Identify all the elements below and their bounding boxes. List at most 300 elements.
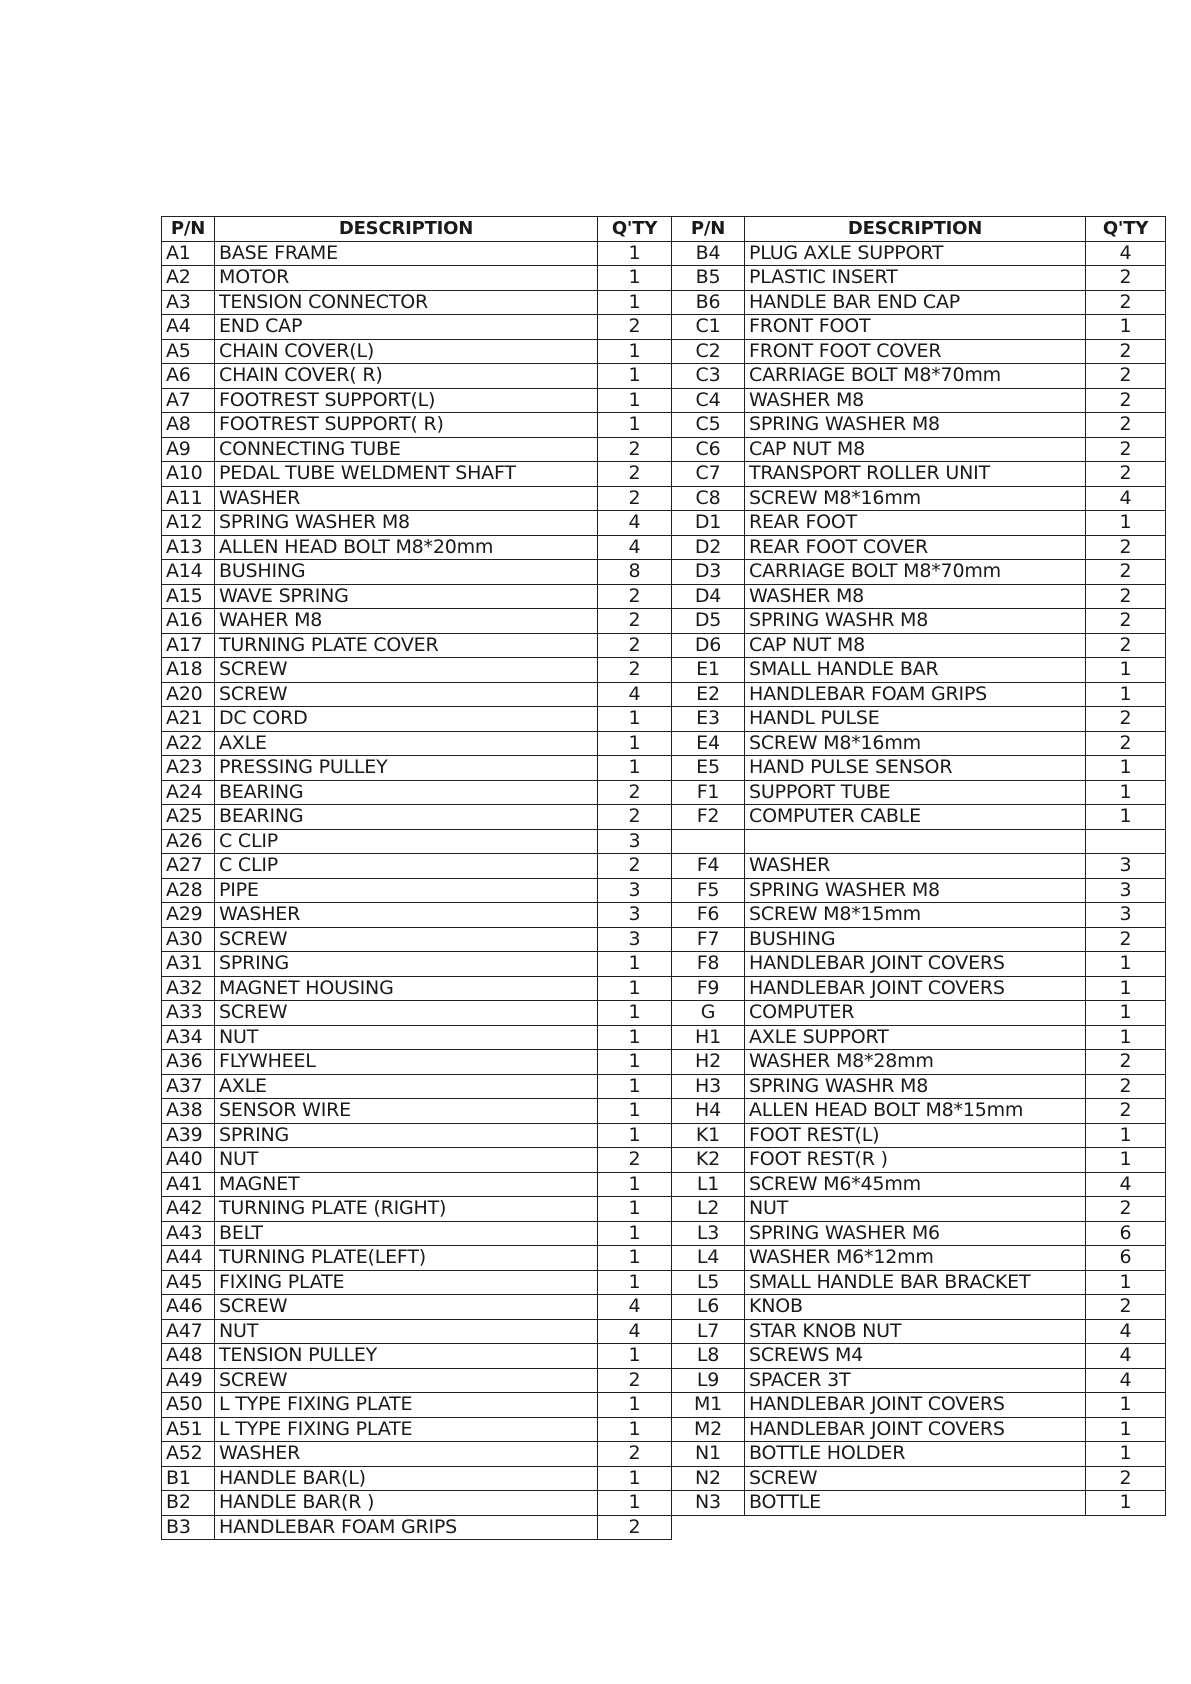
qty-header: Q'TY xyxy=(1086,217,1166,242)
part-number-cell: A43 xyxy=(162,1221,215,1246)
description-cell: SPRING WASHER M6 xyxy=(745,1221,1086,1246)
part-number-cell: C8 xyxy=(672,486,745,511)
table-row xyxy=(162,388,672,413)
quantity-cell: 1 xyxy=(598,952,672,977)
part-number-cell: A4 xyxy=(162,315,215,340)
part-number-cell: L7 xyxy=(672,1319,745,1344)
part-number-cell: A27 xyxy=(162,854,215,879)
table-row xyxy=(672,1442,1166,1467)
description-cell: BEARING xyxy=(215,805,598,830)
quantity-cell: 4 xyxy=(598,1319,672,1344)
quantity-cell: 2 xyxy=(1086,1099,1166,1124)
part-number-cell: B2 xyxy=(162,1491,215,1516)
description-cell: COMPUTER xyxy=(745,1001,1086,1026)
description-cell: PEDAL TUBE WELDMENT SHAFT xyxy=(215,462,598,487)
quantity-cell: 1 xyxy=(1086,1491,1166,1516)
description-cell: SCREW M6*45mm xyxy=(745,1172,1086,1197)
table-row xyxy=(672,511,1166,536)
table-row xyxy=(672,413,1166,438)
part-number-cell: C2 xyxy=(672,339,745,364)
quantity-cell: 1 xyxy=(1086,682,1166,707)
part-number-cell: A5 xyxy=(162,339,215,364)
quantity-cell: 2 xyxy=(1086,290,1166,315)
quantity-cell: 1 xyxy=(598,266,672,291)
table-row xyxy=(672,1295,1166,1320)
description-cell: SCREW xyxy=(745,1466,1086,1491)
quantity-cell: 2 xyxy=(1086,535,1166,560)
table-row xyxy=(672,1319,1166,1344)
part-number-cell: A32 xyxy=(162,976,215,1001)
table-row xyxy=(672,1025,1166,1050)
part-number-cell: A31 xyxy=(162,952,215,977)
table-row xyxy=(162,1393,672,1418)
quantity-cell: 1 xyxy=(598,1197,672,1222)
description-cell: C CLIP xyxy=(215,829,598,854)
part-number-cell: A12 xyxy=(162,511,215,536)
table-row xyxy=(162,1025,672,1050)
table-row xyxy=(162,1295,672,1320)
quantity-cell: 2 xyxy=(1086,266,1166,291)
part-number-cell: K2 xyxy=(672,1148,745,1173)
quantity-cell: 3 xyxy=(598,829,672,854)
part-number-cell: A17 xyxy=(162,633,215,658)
quantity-cell: 4 xyxy=(598,682,672,707)
description-cell: PRESSING PULLEY xyxy=(215,756,598,781)
quantity-cell: 3 xyxy=(1086,903,1166,928)
quantity-cell: 1 xyxy=(598,1466,672,1491)
part-number-cell: A30 xyxy=(162,927,215,952)
parts-list-left xyxy=(162,241,672,1540)
description-cell: SCREW xyxy=(215,927,598,952)
table-row xyxy=(162,805,672,830)
quantity-cell: 1 xyxy=(598,1246,672,1271)
table-row xyxy=(162,1123,672,1148)
description-cell: SCREWS M4 xyxy=(745,1344,1086,1369)
description-cell: WASHER xyxy=(215,486,598,511)
quantity-cell: 1 xyxy=(1086,1417,1166,1442)
table-row xyxy=(162,609,672,634)
description-cell: C CLIP xyxy=(215,854,598,879)
part-number-cell: E4 xyxy=(672,731,745,756)
quantity-cell: 1 xyxy=(1086,780,1166,805)
description-cell: SCREW xyxy=(215,1368,598,1393)
table-row xyxy=(672,1246,1166,1271)
table-row xyxy=(162,290,672,315)
description-cell: HANDLEBAR FOAM GRIPS xyxy=(215,1515,598,1540)
table-row xyxy=(672,315,1166,340)
description-cell: SCREW xyxy=(215,1295,598,1320)
part-number-cell: A42 xyxy=(162,1197,215,1222)
part-number-cell: F4 xyxy=(672,854,745,879)
table-row xyxy=(672,1417,1166,1442)
quantity-cell: 3 xyxy=(598,927,672,952)
part-number-cell: C1 xyxy=(672,315,745,340)
description-cell: MOTOR xyxy=(215,266,598,291)
part-number-cell: A46 xyxy=(162,1295,215,1320)
table-row xyxy=(672,266,1166,291)
quantity-cell: 2 xyxy=(1086,413,1166,438)
table-row xyxy=(672,1393,1166,1418)
quantity-cell: 4 xyxy=(598,1295,672,1320)
description-cell: NUT xyxy=(215,1319,598,1344)
quantity-cell: 2 xyxy=(598,854,672,879)
table-row xyxy=(162,339,672,364)
table-row xyxy=(672,486,1166,511)
description-cell: SCREW xyxy=(215,1001,598,1026)
part-number-cell: E3 xyxy=(672,707,745,732)
quantity-cell: 2 xyxy=(598,1368,672,1393)
description-cell: SPRING xyxy=(215,1123,598,1148)
part-number-cell: A49 xyxy=(162,1368,215,1393)
table-row xyxy=(672,1074,1166,1099)
quantity-cell: 3 xyxy=(598,878,672,903)
description-cell: SPRING xyxy=(215,952,598,977)
quantity-cell: 2 xyxy=(1086,437,1166,462)
table-row xyxy=(672,1001,1166,1026)
part-number-cell: H4 xyxy=(672,1099,745,1124)
table-row xyxy=(672,633,1166,658)
part-number-cell: A39 xyxy=(162,1123,215,1148)
quantity-cell: 1 xyxy=(1086,952,1166,977)
description-cell: BASE FRAME xyxy=(215,241,598,266)
table-row xyxy=(672,241,1166,266)
quantity-cell: 2 xyxy=(598,584,672,609)
table-row xyxy=(672,707,1166,732)
quantity-cell: 1 xyxy=(1086,1025,1166,1050)
description-cell: TURNING PLATE(LEFT) xyxy=(215,1246,598,1271)
part-number-cell: H1 xyxy=(672,1025,745,1050)
part-number-cell: C5 xyxy=(672,413,745,438)
quantity-cell: 2 xyxy=(1086,1197,1166,1222)
description-cell: CONNECTING TUBE xyxy=(215,437,598,462)
part-number-cell: L1 xyxy=(672,1172,745,1197)
description-cell: HANDLEBAR JOINT COVERS xyxy=(745,976,1086,1001)
description-header: DESCRIPTION xyxy=(215,217,598,242)
quantity-cell: 1 xyxy=(598,413,672,438)
part-number-cell: A21 xyxy=(162,707,215,732)
parts-table-right xyxy=(671,216,1166,1516)
part-number-cell: L5 xyxy=(672,1270,745,1295)
table-row xyxy=(672,780,1166,805)
description-cell: HANDLEBAR JOINT COVERS xyxy=(745,1393,1086,1418)
quantity-cell: 2 xyxy=(598,633,672,658)
quantity-cell: 4 xyxy=(1086,1172,1166,1197)
part-number-cell: N3 xyxy=(672,1491,745,1516)
part-number-cell: C4 xyxy=(672,388,745,413)
part-number-cell: F5 xyxy=(672,878,745,903)
part-number-cell: F9 xyxy=(672,976,745,1001)
table-row xyxy=(672,1050,1166,1075)
quantity-cell: 1 xyxy=(598,756,672,781)
part-number-cell: D2 xyxy=(672,535,745,560)
description-cell: SPRING WASHER M8 xyxy=(745,878,1086,903)
pn-header: P/N xyxy=(162,217,215,242)
parts-list-right xyxy=(672,241,1166,1515)
table-row xyxy=(162,1344,672,1369)
description-cell: REAR FOOT COVER xyxy=(745,535,1086,560)
description-cell: TURNING PLATE (RIGHT) xyxy=(215,1197,598,1222)
table-row xyxy=(162,560,672,585)
table-row xyxy=(162,952,672,977)
description-cell: SMALL HANDLE BAR xyxy=(745,658,1086,683)
quantity-cell: 1 xyxy=(598,1417,672,1442)
description-cell: AXLE xyxy=(215,1074,598,1099)
description-cell: TURNING PLATE COVER xyxy=(215,633,598,658)
table-row xyxy=(162,1515,672,1540)
description-cell: END CAP xyxy=(215,315,598,340)
quantity-cell: 2 xyxy=(598,486,672,511)
description-cell: SPACER 3T xyxy=(745,1368,1086,1393)
part-number-cell: C7 xyxy=(672,462,745,487)
table-row xyxy=(162,1172,672,1197)
quantity-cell: 6 xyxy=(1086,1221,1166,1246)
quantity-cell: 1 xyxy=(1086,1123,1166,1148)
quantity-cell: 1 xyxy=(1086,1148,1166,1173)
table-row xyxy=(672,1172,1166,1197)
table-row xyxy=(162,1270,672,1295)
description-cell: CAP NUT M8 xyxy=(745,633,1086,658)
description-cell: NUT xyxy=(215,1148,598,1173)
part-number-cell: E1 xyxy=(672,658,745,683)
table-row xyxy=(672,1491,1166,1516)
description-cell: AXLE xyxy=(215,731,598,756)
table-row xyxy=(162,364,672,389)
part-number-cell: A29 xyxy=(162,903,215,928)
part-number-cell: K1 xyxy=(672,1123,745,1148)
description-cell: SPRING WASHER M8 xyxy=(745,413,1086,438)
description-cell: HANDLEBAR JOINT COVERS xyxy=(745,1417,1086,1442)
description-cell: REAR FOOT xyxy=(745,511,1086,536)
part-number-cell: A18 xyxy=(162,658,215,683)
quantity-cell: 1 xyxy=(598,1221,672,1246)
table-row xyxy=(672,388,1166,413)
table-row xyxy=(162,315,672,340)
quantity-cell: 2 xyxy=(598,437,672,462)
description-cell: SCREW M8*16mm xyxy=(745,731,1086,756)
part-number-cell: A6 xyxy=(162,364,215,389)
part-number-cell: A37 xyxy=(162,1074,215,1099)
part-number-cell: F8 xyxy=(672,952,745,977)
description-cell: SCREW M8*15mm xyxy=(745,903,1086,928)
table-row xyxy=(162,1221,672,1246)
description-cell: FRONT FOOT COVER xyxy=(745,339,1086,364)
description-cell: CHAIN COVER( R) xyxy=(215,364,598,389)
part-number-cell: B4 xyxy=(672,241,745,266)
description-cell: ALLEN HEAD BOLT M8*15mm xyxy=(745,1099,1086,1124)
table-row xyxy=(162,1074,672,1099)
quantity-cell: 1 xyxy=(598,1172,672,1197)
table-row xyxy=(162,927,672,952)
description-cell: WAVE SPRING xyxy=(215,584,598,609)
table-row xyxy=(672,682,1166,707)
description-cell: WASHER M8 xyxy=(745,388,1086,413)
quantity-cell: 2 xyxy=(598,658,672,683)
description-cell: TRANSPORT ROLLER UNIT xyxy=(745,462,1086,487)
description-cell: WASHER xyxy=(745,854,1086,879)
part-number-cell: M1 xyxy=(672,1393,745,1418)
description-cell: HANDLEBAR FOAM GRIPS xyxy=(745,682,1086,707)
part-number-cell: A11 xyxy=(162,486,215,511)
description-cell: CARRIAGE BOLT M8*70mm xyxy=(745,364,1086,389)
quantity-cell: 1 xyxy=(598,1393,672,1418)
part-number-cell: A8 xyxy=(162,413,215,438)
table-row xyxy=(162,658,672,683)
part-number-cell: B1 xyxy=(162,1466,215,1491)
description-cell: PIPE xyxy=(215,878,598,903)
quantity-cell: 2 xyxy=(1086,388,1166,413)
part-number-cell: A7 xyxy=(162,388,215,413)
part-number-cell: B3 xyxy=(162,1515,215,1540)
table-row xyxy=(162,780,672,805)
quantity-cell: 4 xyxy=(1086,1344,1166,1369)
description-cell: HANDLEBAR JOINT COVERS xyxy=(745,952,1086,977)
part-number-cell: A33 xyxy=(162,1001,215,1026)
part-number-cell: A22 xyxy=(162,731,215,756)
quantity-cell: 1 xyxy=(598,1099,672,1124)
table-row xyxy=(162,1246,672,1271)
qty-header: Q'TY xyxy=(598,217,672,242)
part-number-cell: E2 xyxy=(672,682,745,707)
description-cell: FOOTREST SUPPORT(L) xyxy=(215,388,598,413)
part-number-cell: C6 xyxy=(672,437,745,462)
description-cell: WASHER M8 xyxy=(745,584,1086,609)
table-row xyxy=(672,609,1166,634)
table-row xyxy=(672,584,1166,609)
table-row xyxy=(162,1466,672,1491)
part-number-cell: F6 xyxy=(672,903,745,928)
description-header: DESCRIPTION xyxy=(745,217,1086,242)
description-cell: BELT xyxy=(215,1221,598,1246)
table-row xyxy=(672,1123,1166,1148)
description-cell: SUPPORT TUBE xyxy=(745,780,1086,805)
quantity-cell: 2 xyxy=(1086,1074,1166,1099)
description-cell: FOOT REST(L) xyxy=(745,1123,1086,1148)
part-number-cell: D5 xyxy=(672,609,745,634)
quantity-cell: 2 xyxy=(1086,1295,1166,1320)
description-cell: DC CORD xyxy=(215,707,598,732)
quantity-cell: 2 xyxy=(1086,364,1166,389)
quantity-cell: 2 xyxy=(1086,584,1166,609)
part-number-cell: A40 xyxy=(162,1148,215,1173)
description-cell: COMPUTER CABLE xyxy=(745,805,1086,830)
description-cell: FLYWHEEL xyxy=(215,1050,598,1075)
part-number-cell: A25 xyxy=(162,805,215,830)
description-cell: HANDL PULSE xyxy=(745,707,1086,732)
quantity-cell: 1 xyxy=(598,707,672,732)
description-cell xyxy=(745,829,1086,854)
quantity-cell: 2 xyxy=(1086,609,1166,634)
table-row xyxy=(672,854,1166,879)
quantity-cell: 2 xyxy=(1086,462,1166,487)
part-number-cell: A14 xyxy=(162,560,215,585)
part-number-cell: A13 xyxy=(162,535,215,560)
table-row xyxy=(672,658,1166,683)
description-cell: BOTTLE xyxy=(745,1491,1086,1516)
quantity-cell: 2 xyxy=(598,1515,672,1540)
table-row xyxy=(162,1417,672,1442)
quantity-cell: 2 xyxy=(1086,927,1166,952)
part-number-cell: A2 xyxy=(162,266,215,291)
description-cell: SENSOR WIRE xyxy=(215,1099,598,1124)
table-row xyxy=(162,584,672,609)
description-cell: SCREW xyxy=(215,682,598,707)
quantity-cell: 1 xyxy=(1086,1442,1166,1467)
description-cell: L TYPE FIXING PLATE xyxy=(215,1393,598,1418)
part-number-cell: A24 xyxy=(162,780,215,805)
description-cell: WASHER M8*28mm xyxy=(745,1050,1086,1075)
quantity-cell: 1 xyxy=(598,1123,672,1148)
quantity-cell: 1 xyxy=(598,1074,672,1099)
part-number-cell: H3 xyxy=(672,1074,745,1099)
part-number-cell: A1 xyxy=(162,241,215,266)
quantity-cell: 4 xyxy=(1086,1319,1166,1344)
parts-table-left xyxy=(161,216,672,1540)
quantity-cell: 1 xyxy=(1086,315,1166,340)
quantity-cell: 1 xyxy=(1086,805,1166,830)
quantity-cell: 4 xyxy=(1086,486,1166,511)
description-cell: WAHER M8 xyxy=(215,609,598,634)
part-number-cell: A44 xyxy=(162,1246,215,1271)
quantity-cell: 3 xyxy=(598,903,672,928)
description-cell: HANDLE BAR END CAP xyxy=(745,290,1086,315)
table-row xyxy=(672,560,1166,585)
table-row xyxy=(672,1221,1166,1246)
quantity-cell: 2 xyxy=(1086,1050,1166,1075)
quantity-cell: 1 xyxy=(598,1001,672,1026)
description-cell: STAR KNOB NUT xyxy=(745,1319,1086,1344)
table-row xyxy=(162,1099,672,1124)
table-row xyxy=(672,1197,1166,1222)
part-number-cell: F1 xyxy=(672,780,745,805)
quantity-cell: 1 xyxy=(1086,658,1166,683)
description-cell: FOOT REST(R ) xyxy=(745,1148,1086,1173)
table-row xyxy=(672,437,1166,462)
part-number-cell: D1 xyxy=(672,511,745,536)
description-cell: SPRING WASHR M8 xyxy=(745,609,1086,634)
quantity-cell: 2 xyxy=(1086,633,1166,658)
part-number-cell: N1 xyxy=(672,1442,745,1467)
part-number-cell: A34 xyxy=(162,1025,215,1050)
part-number-cell: A15 xyxy=(162,584,215,609)
description-cell: TENSION CONNECTOR xyxy=(215,290,598,315)
header-row xyxy=(672,217,1166,242)
description-cell: SPRING WASHR M8 xyxy=(745,1074,1086,1099)
description-cell: WASHER M6*12mm xyxy=(745,1246,1086,1271)
part-number-cell: L4 xyxy=(672,1246,745,1271)
quantity-cell: 1 xyxy=(598,241,672,266)
table-row xyxy=(162,829,672,854)
part-number-cell: A50 xyxy=(162,1393,215,1418)
table-row xyxy=(672,290,1166,315)
part-number-cell: D6 xyxy=(672,633,745,658)
part-number-cell: D4 xyxy=(672,584,745,609)
part-number-cell: C3 xyxy=(672,364,745,389)
table-row xyxy=(162,1001,672,1026)
quantity-cell: 1 xyxy=(598,364,672,389)
part-number-cell: L9 xyxy=(672,1368,745,1393)
part-number-cell: A38 xyxy=(162,1099,215,1124)
table-row xyxy=(672,1344,1166,1369)
table-row xyxy=(672,1466,1166,1491)
part-number-cell: A28 xyxy=(162,878,215,903)
table-row xyxy=(672,535,1166,560)
description-cell: FIXING PLATE xyxy=(215,1270,598,1295)
description-cell: NUT xyxy=(215,1025,598,1050)
quantity-cell: 1 xyxy=(1086,1393,1166,1418)
description-cell: SCREW xyxy=(215,658,598,683)
description-cell: PLASTIC INSERT xyxy=(745,266,1086,291)
quantity-cell: 2 xyxy=(598,805,672,830)
